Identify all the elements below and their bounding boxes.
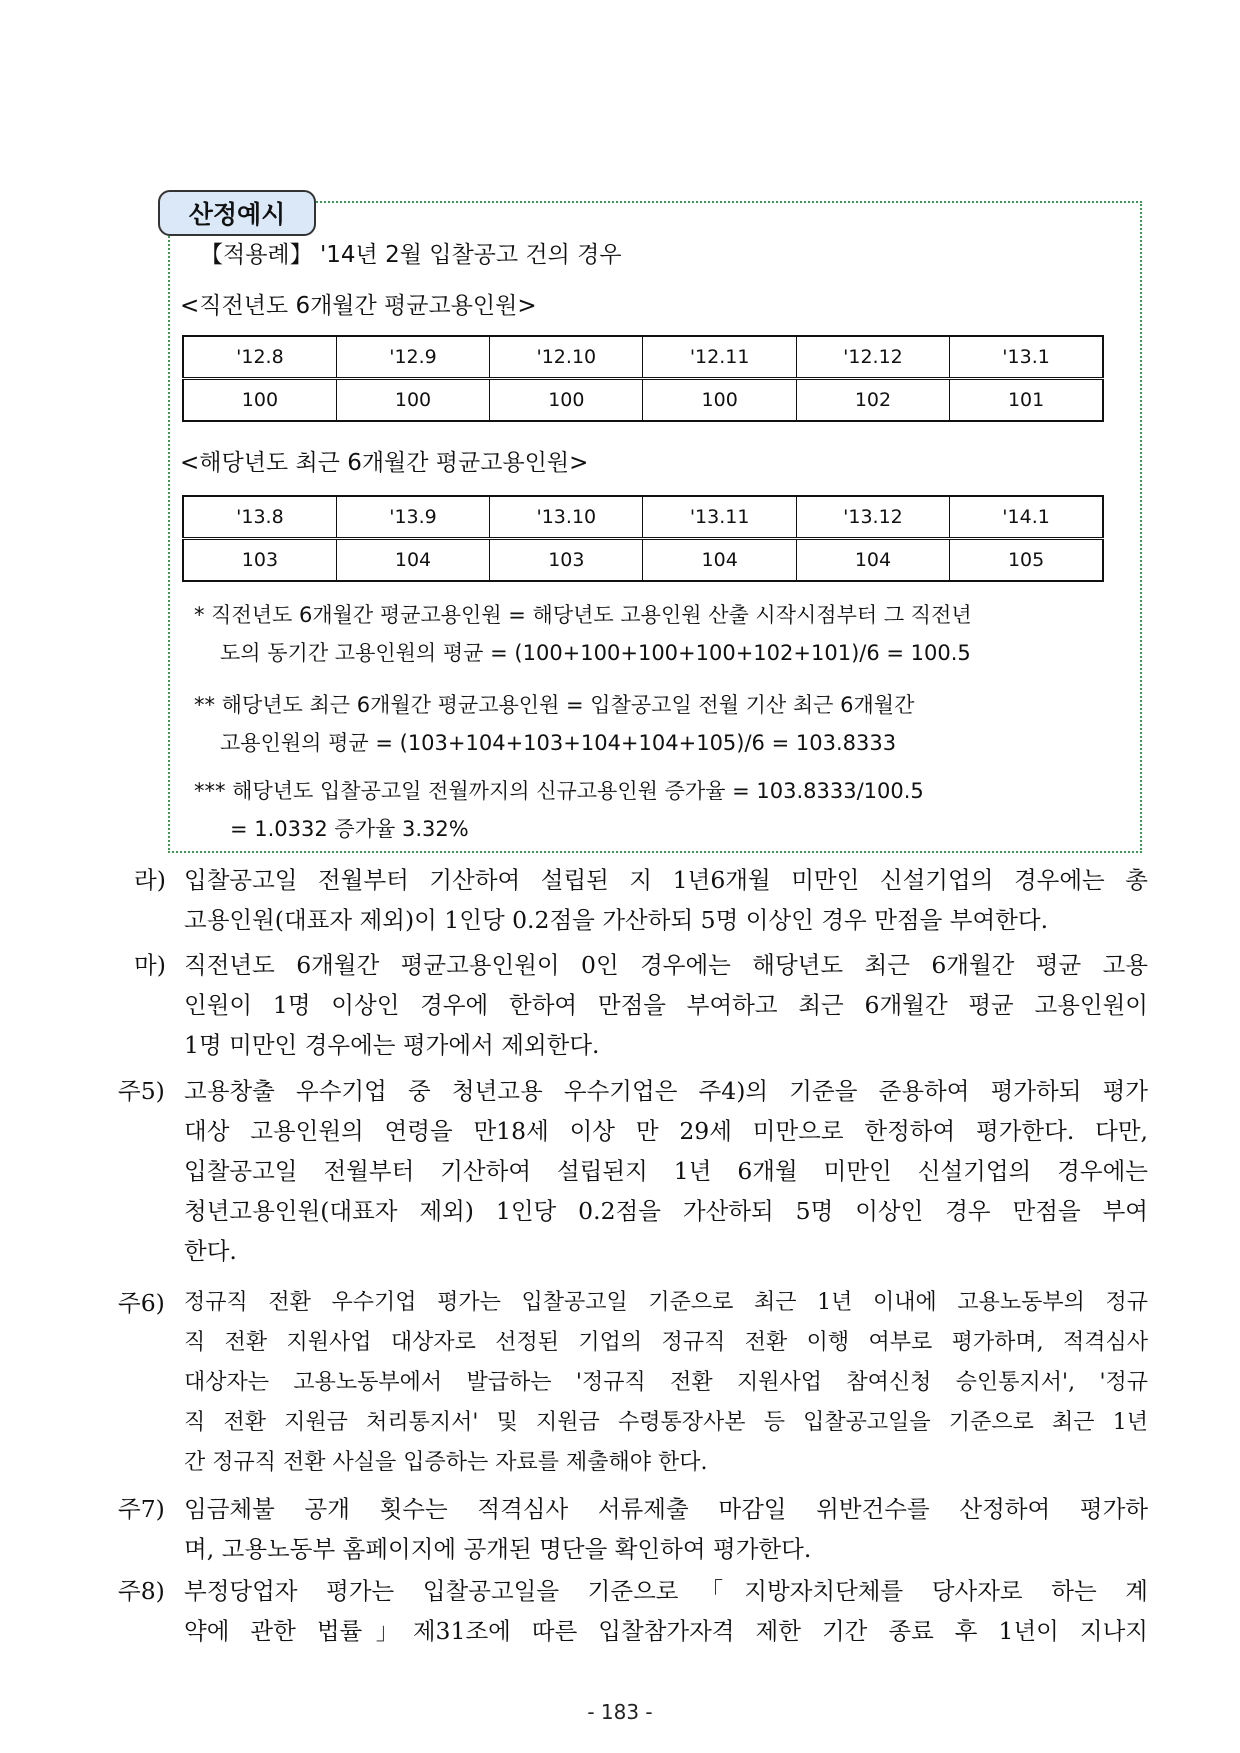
table-header-cell: '12.9 bbox=[336, 336, 489, 379]
note-3 bbox=[194, 772, 924, 848]
paragraph-line: 임금체불 공개 횟수는 적격심사 서류제출 마감일 위반건수를 산정하여 평가하 bbox=[184, 1495, 1148, 1523]
note-1 bbox=[194, 596, 972, 672]
note-line: = 1.0332 증가율 3.32% bbox=[230, 817, 469, 841]
table-header-cell: '13.11 bbox=[643, 496, 796, 539]
paragraph-line: 직 전환 지원사업 대상자로 선정된 기업의 정규직 전환 이행 여부로 평가하며, 적격심사 bbox=[184, 1330, 1148, 1355]
paragraph-marker: 주5) bbox=[118, 1077, 165, 1105]
paragraph-line: 직전년도 6개월간 평균고용인원이 0인 경우에는 해당년도 최근 6개월간 평균 고용 bbox=[184, 951, 1148, 979]
example-tab: 산정예시 bbox=[158, 190, 316, 236]
table-header-cell: '14.1 bbox=[950, 496, 1103, 539]
paragraph-line: 정규직 전환 우수기업 평가는 입찰공고일 기준으로 최근 1년 이내에 고용노동부의 정규 bbox=[184, 1290, 1148, 1315]
table-header-cell: '12.10 bbox=[490, 336, 643, 379]
table-header-cell: '13.8 bbox=[183, 496, 336, 539]
paragraph-line: 고용창출 우수기업 중 청년고용 우수기업은 주4)의 기준을 준용하여 평가하되 평가 bbox=[184, 1077, 1148, 1105]
table-row bbox=[183, 379, 1103, 422]
paragraph-line: 직 전환 지원금 처리통지서' 및 지원금 수령통장사본 등 입찰공고일을 기준으로 최근 1년 bbox=[184, 1410, 1148, 1435]
paragraph-note5 bbox=[118, 1071, 1148, 1271]
table-cell: 103 bbox=[490, 539, 643, 582]
note-line: 고용인원의 평균 = (103+104+103+104+104+105)/6 = 103.8333 bbox=[220, 731, 897, 755]
table-current-year bbox=[182, 495, 1104, 582]
note-line: * 직전년도 6개월간 평균고용인원 = 해당년도 고용인원 산출 시작시점부터 그 직전년 bbox=[194, 603, 972, 627]
table-header-row bbox=[183, 336, 1103, 379]
note-line: *** 해당년도 입찰공고일 전월까지의 신규고용인원 증가율 = 103.8333/100.5 bbox=[194, 779, 924, 803]
paragraph-line: 며, 고용노동부 홈페이지에 공개된 명단을 확인하여 평가한다. bbox=[184, 1535, 812, 1563]
paragraph-line: 한다. bbox=[184, 1237, 237, 1265]
table-cell: 100 bbox=[183, 379, 336, 422]
paragraph-line: 입찰공고일 전월부터 기산하여 설립된지 1년 6개월 미만인 신설기업의 경우에는 bbox=[184, 1157, 1148, 1185]
paragraph-line: 약에 관한 법률」제31조에 따른 입찰참가자격 제한 기간 종료 후 1년이 지나지 bbox=[184, 1617, 1148, 1645]
table-cell: 102 bbox=[796, 379, 949, 422]
paragraph-line: 대상자는 고용노동부에서 발급하는 '정규직 전환 지원사업 참여신청 승인통지서', '정규 bbox=[184, 1370, 1148, 1395]
table-header-cell: '13.12 bbox=[796, 496, 949, 539]
table-header-cell: '13.1 bbox=[950, 336, 1103, 379]
table-header-cell: '13.10 bbox=[490, 496, 643, 539]
table1-caption: <직전년도 6개월간 평균고용인원> bbox=[180, 293, 537, 319]
paragraph-marker: 주8) bbox=[118, 1577, 165, 1605]
paragraph-note7 bbox=[118, 1489, 1148, 1569]
paragraph-note8 bbox=[118, 1571, 1148, 1651]
paragraph-marker: 라) bbox=[134, 866, 166, 894]
case-title: 【적용례】 '14년 2월 입찰공고 건의 경우 bbox=[200, 242, 622, 268]
paragraph-ra bbox=[118, 860, 1148, 940]
table2-caption: <해당년도 최근 6개월간 평균고용인원> bbox=[180, 450, 589, 476]
table-cell: 105 bbox=[950, 539, 1103, 582]
page-number: - 183 - bbox=[587, 1700, 653, 1724]
table-cell: 103 bbox=[183, 539, 336, 582]
note-line: 도의 동기간 고용인원의 평균 = (100+100+100+100+102+101)/6 = 100.5 bbox=[220, 641, 971, 665]
paragraph-line: 고용인원(대표자 제외)이 1인당 0.2점을 가산하되 5명 이상인 경우 만점을 부여한다. bbox=[184, 906, 1049, 934]
table-header-cell: '13.9 bbox=[336, 496, 489, 539]
table-cell: 100 bbox=[336, 379, 489, 422]
paragraph-line: 청년고용인원(대표자 제외) 1인당 0.2점을 가산하되 5명 이상인 경우 만점을 부여 bbox=[184, 1197, 1148, 1225]
table-row bbox=[183, 539, 1103, 582]
paragraph-line: 1명 미만인 경우에는 평가에서 제외한다. bbox=[184, 1031, 600, 1059]
paragraph-marker: 마) bbox=[134, 951, 166, 979]
paragraph-line: 부정당업자 평가는 입찰공고일을 기준으로「지방자치단체를 당사자로 하는 계 bbox=[184, 1577, 1148, 1605]
paragraph-ma bbox=[118, 945, 1148, 1065]
paragraph-note6 bbox=[118, 1283, 1148, 1483]
paragraph-marker: 주7) bbox=[118, 1495, 165, 1523]
table-cell: 104 bbox=[796, 539, 949, 582]
table-header-cell: '12.8 bbox=[183, 336, 336, 379]
paragraph-line: 입찰공고일 전월부터 기산하여 설립된 지 1년6개월 미만인 신설기업의 경우에는 총 bbox=[184, 866, 1148, 894]
paragraph-line: 인원이 1명 이상인 경우에 한하여 만점을 부여하고 최근 6개월간 평균 고용인원이 bbox=[184, 991, 1148, 1019]
table-cell: 100 bbox=[490, 379, 643, 422]
note-line: ** 해당년도 최근 6개월간 평균고용인원 = 입찰공고일 전월 기산 최근 6개월간 bbox=[194, 693, 915, 717]
paragraph-line: 간 정규직 전환 사실을 입증하는 자료를 제출해야 한다. bbox=[184, 1450, 708, 1475]
table-header-row bbox=[183, 496, 1103, 539]
table-cell: 104 bbox=[643, 539, 796, 582]
table-cell: 104 bbox=[336, 539, 489, 582]
note-2 bbox=[194, 686, 914, 762]
table-header-cell: '12.12 bbox=[796, 336, 949, 379]
table-prev-year bbox=[182, 335, 1104, 422]
table-header-cell: '12.11 bbox=[643, 336, 796, 379]
table-cell: 101 bbox=[950, 379, 1103, 422]
paragraph-marker: 주6) bbox=[118, 1289, 165, 1317]
paragraph-line: 대상 고용인원의 연령을 만18세 이상 만 29세 미만으로 한정하여 평가한다. 다만, bbox=[184, 1117, 1148, 1145]
table-cell: 100 bbox=[643, 379, 796, 422]
